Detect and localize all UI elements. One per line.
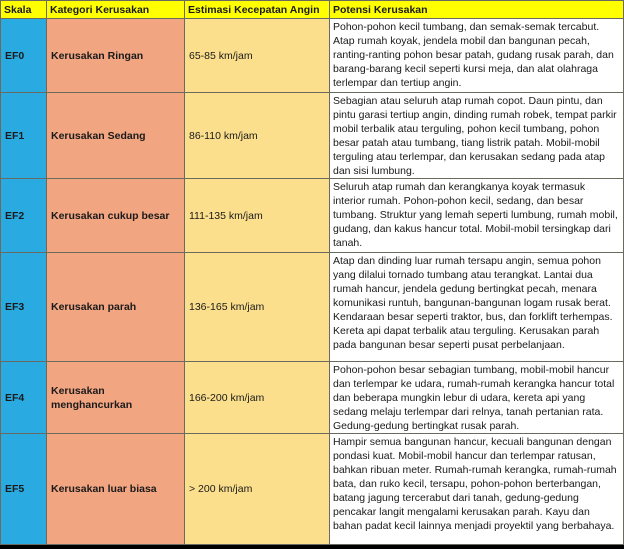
wind-speed-estimate: 136-165 km/jam bbox=[185, 253, 330, 362]
table-header-row bbox=[0, 1, 624, 19]
damage-potential-description: Pohon-pohon besar sebagian tumbang, mobil-mobil hancur dan terlempar ke udara, rumah-rumah kerangka hancur total dan beberapa mungkin lebur di udara, kereta api yang sedang melaju terlempar dari relnya, tanah pertanian rata. Gedung-gedung bertingkat rusak parah. bbox=[330, 362, 624, 434]
header-potensi-kerusakan: Potensi Kerusakan bbox=[330, 1, 624, 19]
wind-speed-estimate: 166-200 km/jam bbox=[185, 362, 330, 434]
table-row-ef5 bbox=[0, 434, 624, 545]
damage-category: Kerusakan Ringan bbox=[47, 19, 185, 93]
table-row-ef4 bbox=[0, 362, 624, 434]
damage-potential-description: Hampir semua bangunan hancur, kecuali bangunan dengan pondasi kuat. Mobil-mobil hancur dan terlempar ratusan, bahkan ribuan meter. Rumah-rumah kerangka, rumah-rumah bata, dan ruko kecil, tersapu, pohon-pohon berterbangan, batang jagung tercerabut dari tanah, gedung-gedung pencakar langit mengalami kerusakan parah. Kayu dan bahan padat kecil lainnya menjadi proyektil yang berbahaya. bbox=[330, 434, 624, 545]
wind-speed-estimate: 111-135 km/jam bbox=[185, 179, 330, 253]
wind-speed-estimate: 65-85 km/jam bbox=[185, 19, 330, 93]
damage-potential-description: Sebagian atau seluruh atap rumah copot. Daun pintu, dan pintu garasi tertiup angin, dinding rumah robek, tempat parkir mobil terbalik atau terguling, pohon kecil tumbang, pohon besar patah atau tumbang, tiang listrik patah. Mobil-mobil terguling atau terlempar, dan kerusakan sedang pada atap dan sisi lumbung. bbox=[330, 93, 624, 179]
damage-category: Kerusakan parah bbox=[47, 253, 185, 362]
scale-label: EF0 bbox=[0, 19, 47, 93]
wind-speed-estimate: 86-110 km/jam bbox=[185, 93, 330, 179]
table-row-ef3 bbox=[0, 253, 624, 362]
damage-category: Kerusakan luar biasa bbox=[47, 434, 185, 545]
damage-category: Kerusakan menghancurkan bbox=[47, 362, 185, 434]
damage-potential-description: Seluruh atap rumah dan kerangkanya koyak termasuk interior rumah. Pohon-pohon kecil, sedang, dan besar tumbang. Struktur yang lemah seperti lumbung, rumah mobil, gudang, dan kakus hancur total. Mobil-mobil tersingkap dari tanah. bbox=[330, 179, 624, 253]
header-estimasi-kecepatan-angin: Estimasi Kecepatan Angin bbox=[185, 1, 330, 19]
wind-speed-estimate: > 200 km/jam bbox=[185, 434, 330, 545]
header-kategori-kerusakan: Kategori Kerusakan bbox=[47, 1, 185, 19]
scale-label: EF4 bbox=[0, 362, 47, 434]
scale-label: EF5 bbox=[0, 434, 47, 545]
header-skala: Skala bbox=[0, 1, 47, 19]
damage-potential-description: Pohon-pohon kecil tumbang, dan semak-semak tercabut. Atap rumah koyak, jendela mobil dan bangunan pecah, ranting-ranting pohon besar patah, gudang rusak parah, dan barang-barang kecil seperti kursi meja, dan alat olahraga terlempar dan tertiup angin. bbox=[330, 19, 624, 93]
table-row-ef1 bbox=[0, 93, 624, 179]
scale-label: EF3 bbox=[0, 253, 47, 362]
scale-label: EF1 bbox=[0, 93, 47, 179]
scale-label: EF2 bbox=[0, 179, 47, 253]
table-row-ef2 bbox=[0, 179, 624, 253]
damage-category: Kerusakan Sedang bbox=[47, 93, 185, 179]
damage-category: Kerusakan cukup besar bbox=[47, 179, 185, 253]
table-row-ef0 bbox=[0, 19, 624, 93]
damage-potential-description: Atap dan dinding luar rumah tersapu angin, semua pohon yang dilalui tornado tumbang atau terangkat. Lantai dua rumah hancur, jendela gedung bertingkat pecah, menara komunikasi runtuh, bangunan-bangunan logam rusak berat. Kendaraan besar seperti traktor, bus, dan forklift terhempas. Kereta api dapat terbalik atau terguling. Kerusakan parah pada bangunan besar seperti pusat perbelanjaan. bbox=[330, 253, 624, 362]
